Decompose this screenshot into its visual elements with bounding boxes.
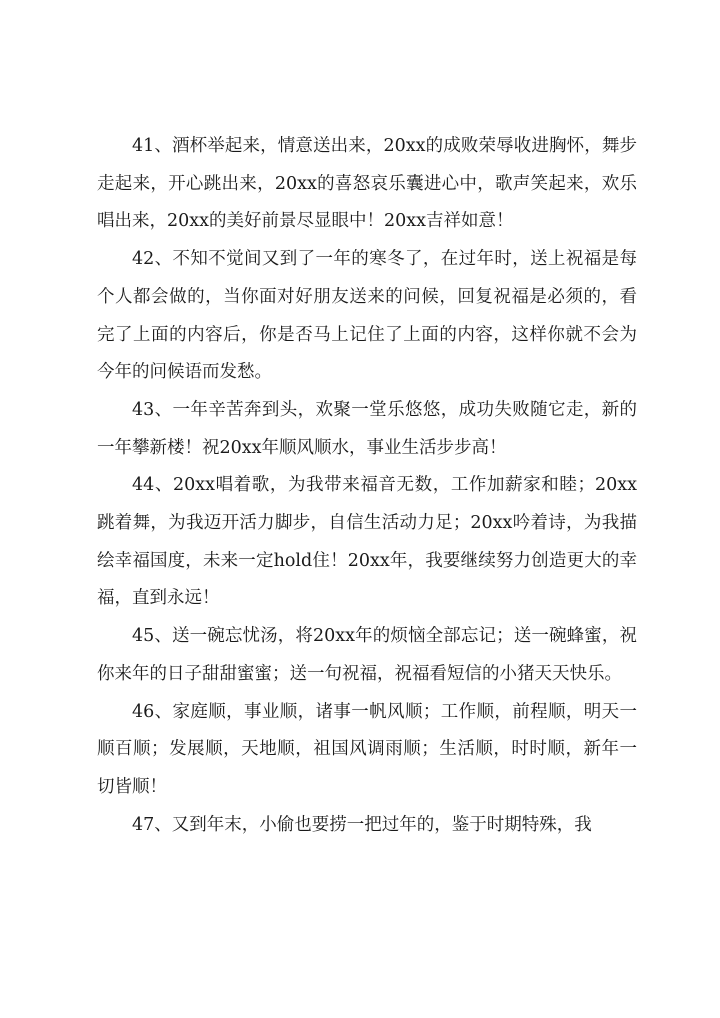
paragraph-46: 46、家庭顺，事业顺，诸事一帆风顺；工作顺，前程顺，明天一顺百顺；发展顺，天地顺，祖国风调雨顺；生活顺，时时顺，新年一切皆顺！ <box>97 701 637 797</box>
paragraph-43: 43、一年辛苦奔到头，欢聚一堂乐悠悠，成功失败随它走，新的一年攀新楼！祝20xx年顺风顺水，事业生活步步高！ <box>97 399 637 458</box>
paragraph-42: 42、不知不觉间又到了一年的寒冬了，在过年时，送上祝福是每个人都会做的，当你面对好朋友送来的问候，回复祝福是必须的，看完了上面的内容后，你是否马上记住了上面的内容，这样你就不会为今年的问候语而发愁。 <box>97 249 637 383</box>
paragraph-44: 44、20xx唱着歌，为我带来福音无数，工作加薪家和睦；20xx跳着舞，为我迈开活力脚步，自信生活动力足；20xx吟着诗，为我描绘幸福国度，未来一定hold住！20xx年，我要继续努力创造更大的幸福，直到永远！ <box>97 475 637 609</box>
paragraph-41: 41、酒杯举起来，情意送出来，20xx的成败荣辱收进胸怀，舞步走起来，开心跳出来，20xx的喜怒哀乐囊进心中，歌声笑起来，欢乐唱出来，20xx的美好前景尽显眼中！20xx吉祥如意！ <box>97 136 637 232</box>
paragraph-45: 45、送一碗忘忧汤，将20xx年的烦恼全部忘记；送一碗蜂蜜，祝你来年的日子甜甜蜜蜜；送一句祝福，祝福看短信的小猪天天快乐。 <box>97 626 637 684</box>
paragraph-47: 47、又到年末，小偷也要捞一把过年的，鉴于时期特殊，我 <box>132 814 592 835</box>
document-body <box>97 128 637 844</box>
